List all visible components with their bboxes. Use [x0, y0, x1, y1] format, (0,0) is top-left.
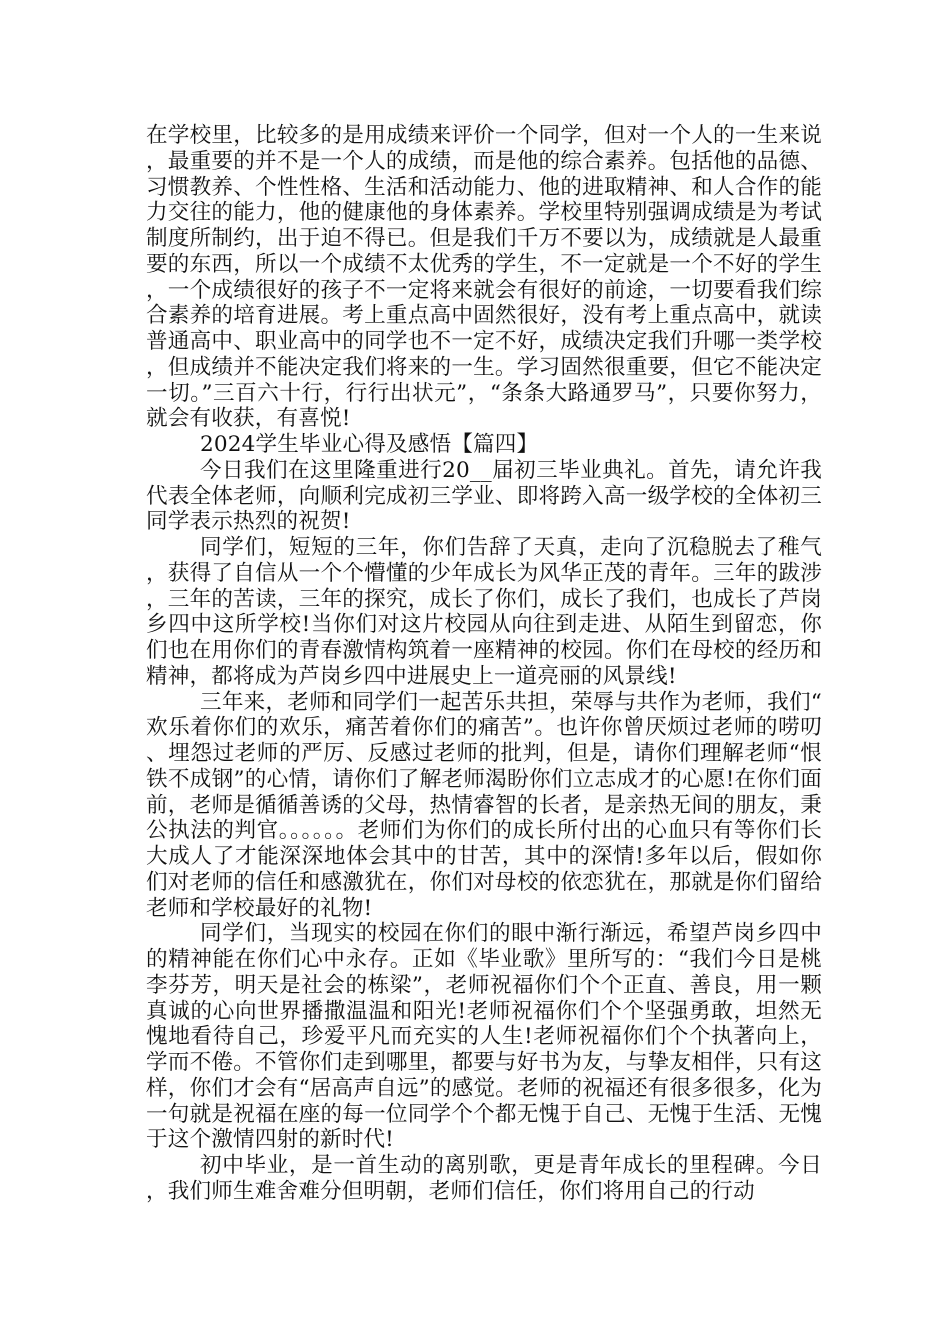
paragraph-blessings: 同学们，当现实的校园在你们的眼中渐行渐远，希望芦岗乡四中的精神能在你们心中永存。正如《毕业歌》里所写的：“我们今日是桃李芬芳，明天是社会的栋梁”，老师祝福你们个个正直、善良，用一颗真诚的心向世界播撒温温和阳光!老师祝福你们个个坚强勇敢，坦然无愧地看待自己，珍爱平凡而充实的人生!老师祝福你们个个执著向上，学而不倦。不管你们走到哪里，都要与好书为友，与挚友相伴，只有这样，你们才会有“居高声自远”的感觉。老师的祝福还有很多很多，化为一句就是祝福在座的每一位同学个个都无愧于自己、无愧于生活、无愧于这个激情四射的新时代!	[146, 921, 822, 1153]
paragraph-ceremony-opening: 今日我们在这里隆重进行20__届初三毕业典礼。首先，请允许我代表全体老师，向顺利完成初三学业、即将跨入高一级学校的全体初三同学表示热烈的祝贺!	[146, 457, 822, 535]
paragraph-overall-quality: 在学校里，比较多的是用成绩来评价一个同学，但对一个人的一生来说，最重要的并不是一个人的成绩，而是他的综合素养。包括他的品德、习惯教养、个性性格、生活和活动能力、他的进取精神、和人合作的能力交往的能力，他的健康他的身体素养。学校里特别强调成绩是为考试制度所制约，出于迫不得已。但是我们千万不要以为，成绩就是人最重要的东西，所以一个成绩不太优秀的学生，不一定就是一个不好的学生，一个成绩很好的孩子不一定将来就会有很好的前途，一切要看我们综合素养的培育进展。考上重点高中固然很好，没有考上重点高中，就读普通高中、职业高中的同学也不一定不好，成绩决定我们升哪一类学校，但成绩并不能决定我们将来的一生。学习固然很重要，但它不能决定一切。”三百六十行，行行出状元”，“条条大路通罗马”，只要你努力，就会有收获，有喜悦!	[146, 123, 822, 432]
document-page	[146, 123, 822, 1205]
paragraph-teachers: 三年来，老师和同学们一起苦乐共担，荣辱与共作为老师，我们“欢乐着你们的欢乐，痛苦着你们的痛苦”。也许你曾厌烦过老师的唠叨、埋怨过老师的严厉、反感过老师的批判，但是，请你们理解老师“恨铁不成钢”的心情，请你们了解老师渴盼你们立志成才的心愿!在你们面前，老师是循循善诱的父母，热情睿智的长者，是亲热无间的朋友，秉公执法的判官。。。。。。老师们为你们的成长所付出的心血只有等你们长大成人了才能深深地体会其中的甘苦，其中的深情!多年以后，假如你们对老师的信任和感激犹在，你们对母校的依恋犹在，那就是你们留给老师和学校最好的礼物!	[146, 689, 822, 921]
paragraph-three-years: 同学们，短短的三年，你们告辞了天真，走向了沉稳脱去了稚气，获得了自信从一个个懵懂的少年成长为风华正茂的青年。三年的跋涉，三年的苦读，三年的探究，成长了你们，成长了我们，也成长了芦岗乡四中这所学校!当你们对这片校园从向往到走进、从陌生到留恋，你们也在用你们的青春激情构筑着一座精神的校园。你们在母校的经历和精神，都将成为芦岗乡四中进展史上一道亮丽的风景线!	[146, 535, 822, 689]
section-heading: 2024学生毕业心得及感悟【篇四】	[200, 432, 539, 457]
paragraph-farewell: 初中毕业，是一首生动的离别歌，更是青年成长的里程碑。今日，我们师生难舍难分但明朝，老师们信任，你们将用自己的行动	[146, 1153, 822, 1204]
